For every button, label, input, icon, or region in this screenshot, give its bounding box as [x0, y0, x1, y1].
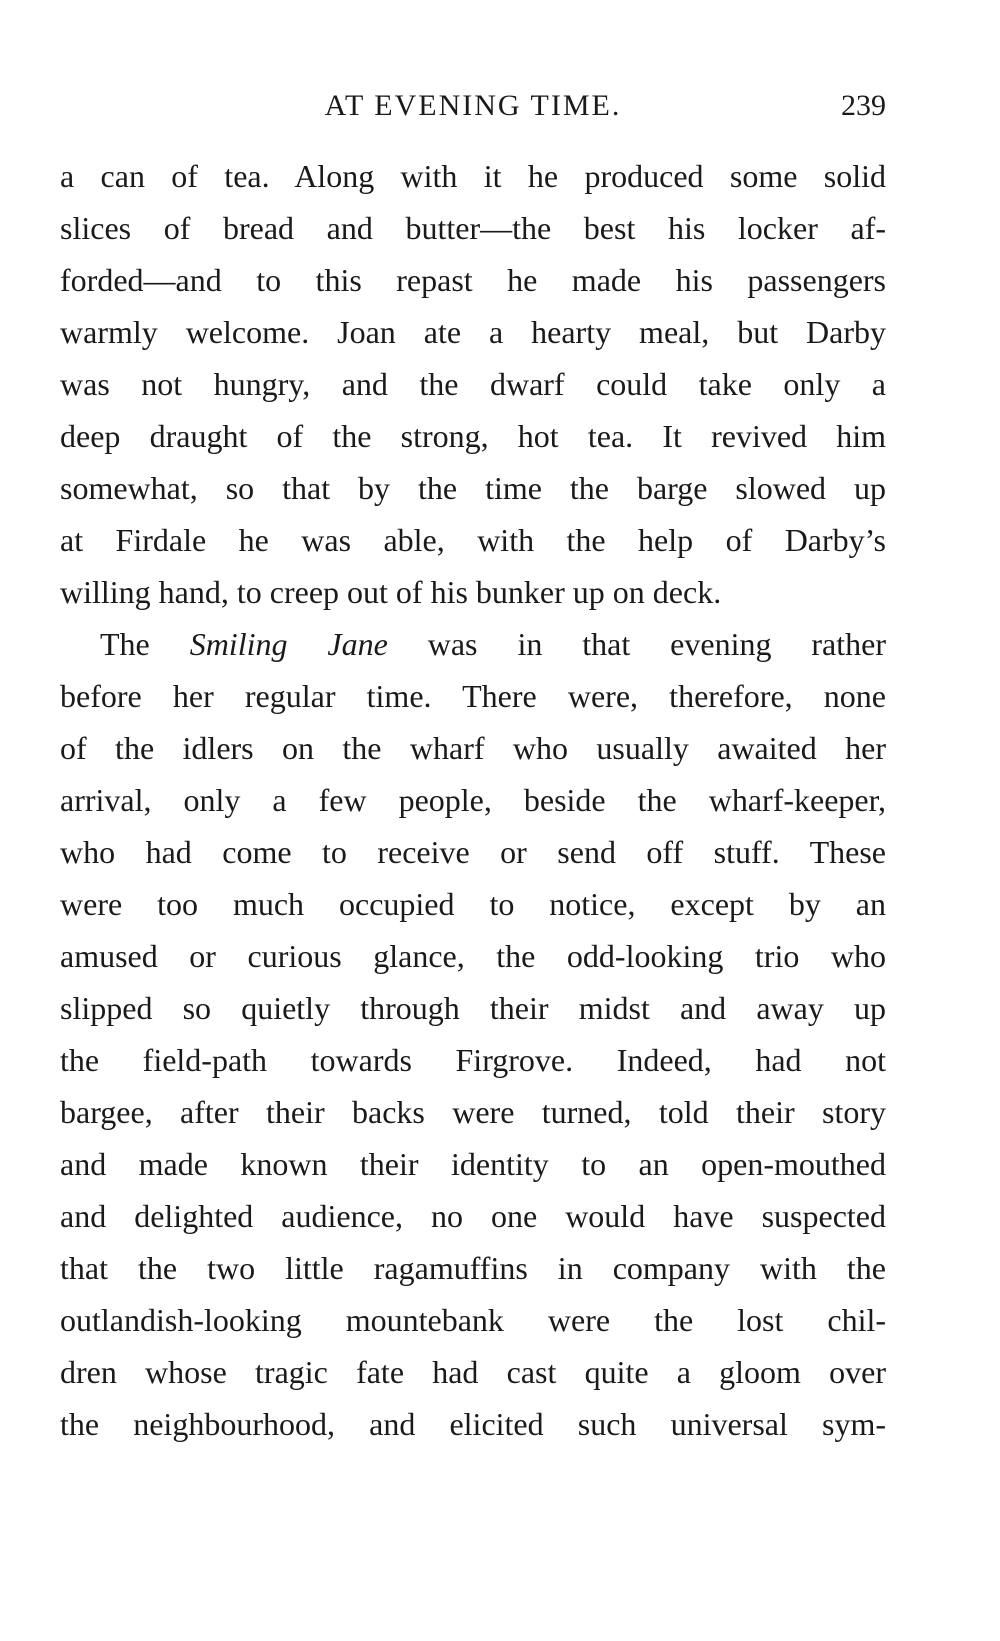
text-line: bargee, after their backs were turned, told their story	[60, 1094, 886, 1130]
text-line: forded—and to this repast he made his passengers	[60, 262, 886, 298]
text-line: of the idlers on the wharf who usually awaited her	[60, 730, 886, 766]
paragraph-1	[60, 150, 886, 618]
running-title: AT EVENING TIME.	[324, 89, 622, 122]
text-line: the neighbourhood, and elicited such universal sym-	[60, 1406, 886, 1442]
body-text	[60, 150, 886, 1450]
text-fragment: was in that evening rather	[387, 626, 886, 662]
text-line: the field-path towards Firgrove. Indeed, had not	[60, 1042, 886, 1078]
ship-name: Smiling Jane	[189, 626, 388, 662]
text-line: slipped so quietly through their midst and away up	[60, 990, 886, 1026]
text-line: before her regular time. There were, therefore, none	[60, 678, 886, 714]
text-line	[60, 618, 886, 670]
text-line: willing hand, to creep out of his bunker up on deck.	[60, 574, 722, 610]
text-line: deep draught of the strong, hot tea. It revived him	[60, 418, 886, 454]
text-line: slices of bread and butter—the best his locker af-	[60, 210, 886, 246]
text-line: outlandish-looking mountebank were the lost chil-	[60, 1302, 886, 1338]
text-line: and delighted audience, no one would have suspected	[60, 1198, 886, 1234]
text-line: warmly welcome. Joan ate a hearty meal, but Darby	[60, 314, 886, 350]
running-header	[60, 86, 886, 126]
text-line: at Firdale he was able, with the help of Darby’s	[60, 522, 886, 558]
text-line: was not hungry, and the dwarf could take only a	[60, 366, 886, 402]
text-line: amused or curious glance, the odd-looking trio who	[60, 938, 886, 974]
paragraph-2	[60, 618, 886, 1450]
text-line: a can of tea. Along with it he produced some solid	[60, 158, 886, 194]
text-line: were too much occupied to notice, except by an	[60, 886, 886, 922]
text-line: dren whose tragic fate had cast quite a gloom over	[60, 1354, 886, 1390]
text-line: that the two little ragamuffins in company with the	[60, 1250, 886, 1286]
text-line: somewhat, so that by the time the barge slowed up	[60, 470, 886, 506]
text-line: and made known their identity to an open-mouthed	[60, 1146, 886, 1182]
text-fragment: The	[100, 626, 190, 662]
text-line: who had come to receive or send off stuff. These	[60, 834, 886, 870]
text-line: arrival, only a few people, beside the wharf-keeper,	[60, 782, 886, 818]
page-number: 239	[841, 89, 886, 122]
